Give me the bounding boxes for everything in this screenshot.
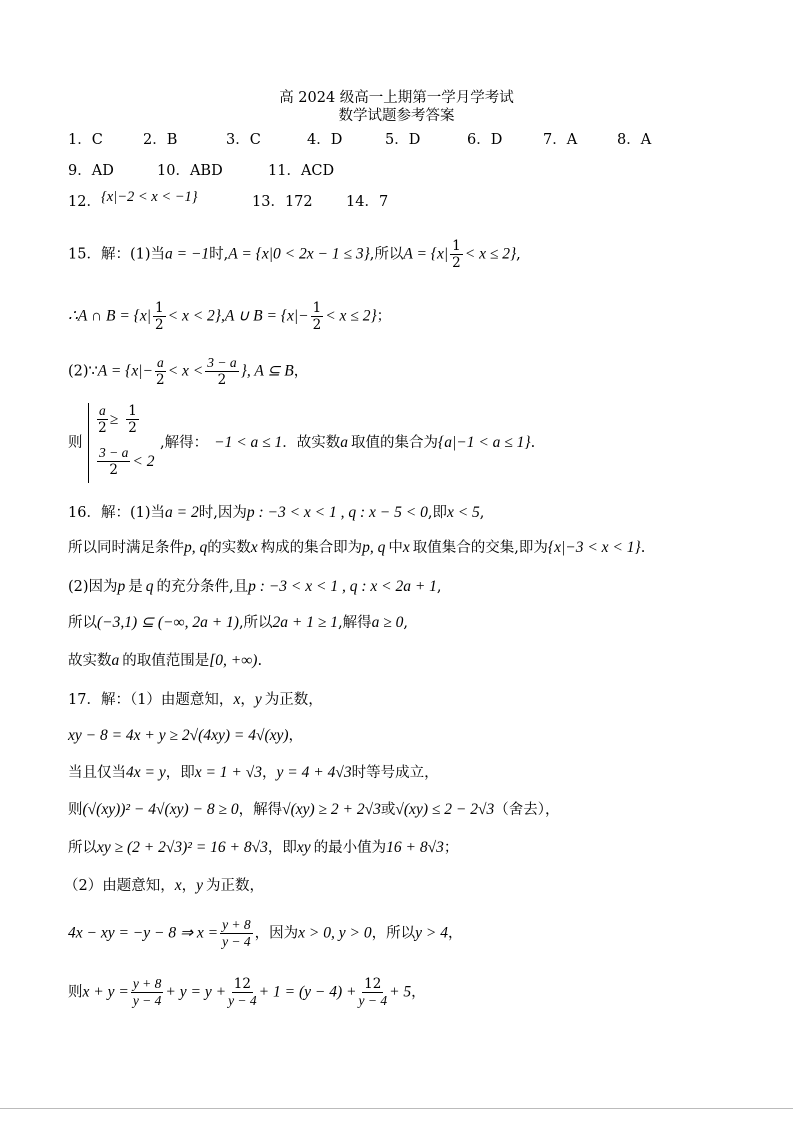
mc-answer: 9．AD bbox=[68, 163, 114, 179]
math: A = {x|− bbox=[97, 362, 153, 380]
math: ,A ∪ B = {x|− bbox=[220, 307, 309, 325]
fraction: $\frac{12}{y - 4}$ bbox=[358, 976, 388, 1008]
math: p bbox=[117, 578, 126, 595]
fraction: $\frac{y + 8}{y - 4}$ bbox=[222, 917, 251, 949]
text: , bbox=[479, 505, 485, 521]
text: 的实数 bbox=[207, 540, 251, 556]
mc-answer: 7．A bbox=[543, 132, 578, 148]
text: ； bbox=[376, 308, 392, 325]
text: , bbox=[436, 579, 442, 595]
text: ．故实数 bbox=[282, 435, 341, 451]
text: ， bbox=[181, 878, 197, 894]
math: 16 + 8√3 bbox=[386, 839, 444, 856]
math: y bbox=[196, 877, 204, 894]
math: p, q bbox=[184, 539, 208, 556]
math: < x ≤ 2} bbox=[325, 307, 377, 325]
q15-then: 则 bbox=[68, 435, 83, 451]
fraction: $\frac{1}{2}$ bbox=[452, 238, 461, 271]
text: ； bbox=[443, 840, 459, 856]
text: 16．解：(1)当 bbox=[68, 505, 165, 521]
math: y = 4 + 4√3 bbox=[276, 764, 352, 781]
mc-answer: 4．D bbox=[307, 132, 343, 148]
math: xy − 8 = 4x + y ≥ 2√(4xy) = 4√(xy) bbox=[68, 727, 289, 744]
math: x < 5 bbox=[446, 504, 480, 521]
math: < x < bbox=[167, 362, 204, 380]
fraction: $\frac{a}{2}$ bbox=[98, 403, 107, 436]
q16-line-2 bbox=[68, 538, 645, 558]
math: + 5 bbox=[389, 983, 412, 1001]
text: . bbox=[640, 540, 646, 556]
page-bottom-divider bbox=[0, 1108, 793, 1109]
text: 所以 bbox=[68, 840, 97, 856]
math: ≥ bbox=[109, 411, 119, 428]
math: 4x − xy = −y − 8 ⇒ x = bbox=[68, 924, 219, 942]
math: {a|−1 < a ≤ 1} bbox=[438, 434, 531, 451]
math: 4x = y bbox=[126, 764, 166, 781]
text: 17．解：（1）由题意知， bbox=[68, 692, 234, 708]
q16-line-1 bbox=[68, 503, 484, 523]
math: a bbox=[340, 434, 349, 451]
text: 为正数， bbox=[264, 692, 323, 708]
mc-answer: 8．A bbox=[617, 132, 652, 148]
q17-line-7 bbox=[68, 917, 462, 950]
math: ∴A ∩ B = {x| bbox=[68, 307, 152, 325]
q15-line-1 bbox=[68, 238, 521, 271]
mc-answer: 3．C bbox=[226, 132, 261, 148]
math: + y = y + bbox=[165, 983, 227, 1001]
text: ， bbox=[240, 692, 255, 708]
text: 是 bbox=[128, 579, 143, 595]
text: （舍去）， bbox=[494, 802, 560, 818]
text: 为正数， bbox=[206, 878, 265, 894]
math: √(xy) ≤ 2 − 2√3 bbox=[395, 801, 495, 818]
text: 的充分条件,且 bbox=[156, 579, 249, 595]
q12-answer: {x|−2 < x < −1} bbox=[101, 189, 198, 205]
text: ， bbox=[262, 765, 277, 781]
text: ,解得： bbox=[160, 435, 209, 451]
text: 时, bbox=[209, 246, 229, 263]
text: , bbox=[516, 246, 521, 263]
fraction: $\frac{12}{y - 4}$ bbox=[228, 976, 257, 1008]
text: ， bbox=[288, 728, 304, 744]
mc-answer: 1．C bbox=[68, 132, 103, 148]
q17-line-1 bbox=[68, 690, 323, 710]
text: 当且仅当 bbox=[68, 765, 126, 781]
text: ，所以 bbox=[371, 925, 416, 942]
math: x bbox=[233, 691, 241, 708]
text: 则 bbox=[68, 802, 83, 818]
text: ，解得 bbox=[238, 802, 283, 818]
text: 所以 bbox=[68, 615, 97, 631]
math: < x ≤ 2} bbox=[464, 245, 517, 263]
text: 则 bbox=[68, 984, 83, 1001]
text: . bbox=[257, 653, 263, 669]
q14-answer: 14．7 bbox=[346, 194, 389, 210]
q15-line-4 bbox=[160, 433, 535, 453]
text: ，即 bbox=[267, 840, 297, 856]
fraction: $\frac{a}{2}$ bbox=[156, 355, 165, 388]
math: 2a + 1 ≥ 1 bbox=[272, 614, 339, 631]
mc-answer: 5．D bbox=[385, 132, 421, 148]
text: 15．解：(1)当 bbox=[68, 246, 165, 263]
math: + 1 = (y − 4) + bbox=[258, 983, 357, 1001]
math: A = {x|0 < 2x − 1 ≤ 3} bbox=[228, 245, 370, 263]
text: 时,因为 bbox=[198, 505, 247, 521]
text: ，即 bbox=[165, 765, 195, 781]
text: ,即 bbox=[427, 505, 447, 521]
system-row-1 bbox=[95, 403, 141, 436]
text: （2）由题意知， bbox=[64, 878, 175, 894]
q13-answer: 13．172 bbox=[252, 194, 313, 210]
math: [0, +∞) bbox=[209, 652, 258, 669]
math: } bbox=[240, 362, 247, 380]
text: ,所以 bbox=[238, 615, 273, 631]
q16-line-3 bbox=[68, 577, 442, 597]
math: x = 1 + √3 bbox=[194, 764, 263, 781]
math: q bbox=[145, 578, 154, 595]
math: x + y = bbox=[82, 983, 129, 1001]
math: x > 0, y > 0 bbox=[298, 924, 372, 942]
text: 时等号成立， bbox=[351, 765, 439, 781]
q16-line-4 bbox=[68, 613, 408, 633]
math: x bbox=[174, 877, 182, 894]
math: a ≥ 0 bbox=[371, 614, 404, 631]
math: x bbox=[402, 539, 410, 556]
math: (√(xy))² − 4√(xy) − 8 ≥ 0 bbox=[82, 801, 239, 818]
text: . bbox=[530, 435, 536, 451]
q17-line-5 bbox=[68, 838, 458, 858]
math: < 2 bbox=[132, 453, 155, 470]
math: a bbox=[111, 652, 120, 669]
text: (2)∵ bbox=[68, 363, 98, 380]
text: ，因为 bbox=[254, 925, 299, 942]
text: 所以同时满足条件 bbox=[68, 540, 184, 556]
fraction: $\frac{3 - a}{2}$ bbox=[99, 445, 129, 478]
text: 或 bbox=[380, 802, 396, 818]
text: 故实数 bbox=[68, 653, 112, 669]
q17-line-3 bbox=[68, 763, 439, 783]
mc-answer: 11．ACD bbox=[268, 163, 335, 179]
math: a = −1 bbox=[165, 245, 210, 263]
text: ， bbox=[293, 363, 309, 380]
fraction: $\frac{y + 8}{y - 4}$ bbox=[132, 976, 162, 1008]
page-title: 高 2024 级高一上期第一学月学考试 bbox=[279, 90, 514, 106]
q12-label: 12． bbox=[68, 194, 101, 210]
text: 构成的集合即为 bbox=[260, 540, 363, 556]
math: < x < 2} bbox=[167, 307, 221, 325]
mc-answer: 2．B bbox=[143, 132, 178, 148]
math: −1 < a ≤ 1 bbox=[214, 434, 283, 451]
q15-line-3 bbox=[68, 355, 308, 388]
page-subtitle: 数学试题参考答案 bbox=[338, 108, 455, 124]
text: 的取值范围是 bbox=[122, 653, 210, 669]
q17-line-2 bbox=[68, 726, 303, 746]
fraction: $\frac{1}{2}$ bbox=[312, 300, 322, 333]
inequality-system bbox=[88, 403, 159, 483]
fraction: $\frac{1}{2}$ bbox=[155, 300, 164, 333]
q15-line-2 bbox=[68, 300, 391, 333]
mc-answer: 6．D bbox=[467, 132, 503, 148]
q16-line-5 bbox=[68, 651, 262, 671]
mc-answer: 10．ABD bbox=[157, 163, 223, 179]
text: ， bbox=[447, 925, 463, 942]
math: y > 4 bbox=[415, 924, 448, 942]
text: ,所以 bbox=[369, 246, 404, 263]
math: p : −3 < x < 1 , q : x − 5 < 0 bbox=[246, 504, 428, 521]
math: p : −3 < x < 1 , q : x < 2a + 1 bbox=[248, 578, 437, 595]
text: (2)因为 bbox=[68, 579, 118, 595]
math: a = 2 bbox=[165, 504, 199, 521]
text: 中 bbox=[388, 540, 403, 556]
fraction: $\frac{3 - a}{2}$ bbox=[207, 355, 237, 388]
q17-line-8 bbox=[68, 976, 426, 1009]
text: ,解得 bbox=[338, 615, 372, 631]
math: {x|−3 < x < 1} bbox=[547, 539, 641, 556]
math: √(xy) ≥ 2 + 2√3 bbox=[282, 801, 381, 818]
math: A = {x| bbox=[403, 245, 449, 263]
math: , A ⊆ B bbox=[246, 362, 294, 380]
math: p, q bbox=[362, 539, 386, 556]
math: y bbox=[254, 691, 262, 708]
math: (−3,1) ⊆ (−∞, 2a + 1) bbox=[97, 614, 239, 631]
text: 取值的集合为 bbox=[351, 435, 439, 451]
text: 取值集合的交集,即为 bbox=[412, 540, 548, 556]
text: 的最小值为 bbox=[313, 840, 387, 856]
fraction: $\frac{1}{2}$ bbox=[128, 403, 137, 436]
math: x bbox=[250, 539, 258, 556]
q17-line-6 bbox=[64, 876, 264, 896]
text: , bbox=[403, 615, 408, 631]
system-row-2 bbox=[95, 445, 154, 478]
q17-line-4 bbox=[68, 800, 559, 820]
math: xy bbox=[296, 839, 311, 856]
text: ， bbox=[411, 984, 426, 1001]
math: xy ≥ (2 + 2√3)² = 16 + 8√3 bbox=[97, 839, 268, 856]
